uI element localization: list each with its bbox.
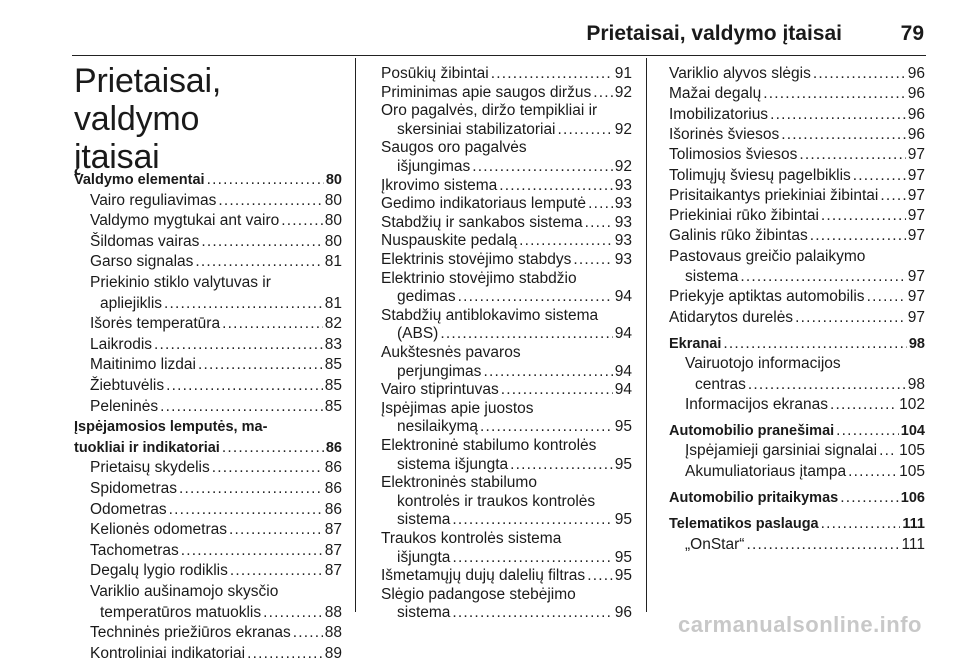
toc-entry-text: Saugos oro pagalvės (381, 139, 527, 157)
toc-entry-page: 80 (324, 191, 342, 209)
toc-entry-page: 88 (324, 603, 342, 621)
toc-column-1 (74, 169, 342, 662)
toc-entry-text: Vairuotojo informacijos (685, 355, 841, 373)
toc-entry (74, 375, 342, 397)
toc-entry-page: 85 (324, 397, 342, 415)
toc-entry-text: Šildomas vairas (90, 232, 200, 250)
toc-entry (74, 190, 342, 212)
toc-entry (669, 185, 925, 207)
toc-entry-text: Maitinimo lizdai (90, 356, 196, 374)
toc-leader-dots (293, 622, 323, 644)
toc-entry (669, 420, 925, 442)
toc-entry-text: sistema išjungta (397, 455, 509, 473)
toc-entry (669, 307, 925, 329)
toc-entry-text: Gedimo indikatoriaus lemputė (381, 195, 587, 213)
toc-entry (74, 560, 342, 582)
page-number: 79 (900, 22, 924, 45)
toc-entry-text: Vairo reguliavimas (90, 191, 217, 209)
toc-entry-text: Informacijos ekranas (685, 395, 829, 413)
toc-entry-page: 93 (614, 176, 632, 194)
toc-entry-text: Kontroliniai indikatoriai (90, 644, 246, 662)
toc-entry-text: centras (695, 375, 746, 393)
toc-entry (74, 169, 342, 191)
toc-entry-page: 97 (907, 166, 925, 184)
toc-entry (74, 231, 342, 253)
toc-entry-page: 95 (614, 567, 632, 585)
toc-entry (669, 353, 925, 375)
toc-entry (74, 272, 342, 294)
toc-leader-dots (169, 499, 323, 521)
toc-entry-page: 111 (902, 516, 925, 533)
toc-entry-text: Atidarytos durelės (669, 308, 794, 326)
toc-leader-dots (763, 83, 906, 105)
toc-entry (669, 83, 925, 105)
toc-entry-page: 85 (324, 356, 342, 374)
toc-entry-page: 93 (614, 232, 632, 250)
toc-entry-text: sistema (397, 604, 451, 622)
toc-entry-page: 82 (324, 315, 342, 333)
toc-entry-page: 94 (614, 381, 632, 399)
toc-entry-text: perjungimas (397, 362, 482, 380)
toc-entry-text: Laikrodis (90, 335, 153, 353)
toc-leader-dots (781, 124, 905, 146)
toc-entry-page: 94 (614, 362, 632, 380)
toc-entry (74, 622, 342, 644)
toc-entry-text: Valdymo mygtukai ant vairo (90, 212, 280, 230)
toc-entry-page: 96 (614, 604, 632, 622)
toc-entry-page: 95 (614, 511, 632, 529)
toc-entry-text: Prietaisų skydelis (90, 459, 210, 477)
toc-entry-text: Pastovaus greičio palaikymo (669, 247, 866, 265)
toc-entry (669, 487, 925, 509)
toc-entry-page: 104 (900, 423, 925, 440)
toc-entry (74, 519, 342, 541)
toc-entry-page: 92 (614, 83, 632, 101)
toc-entry-page: 88 (324, 624, 342, 642)
toc-entry-text: Techninės priežiūros ekranas (90, 624, 291, 642)
toc-entry-text: tuokliai ir indikatoriai (74, 439, 220, 456)
toc-leader-dots (880, 185, 905, 207)
header-rule (72, 55, 926, 56)
toc-entry-text: Įspėjamosios lemputės, ma- (74, 419, 268, 436)
toc-entry-page: 97 (907, 308, 925, 326)
toc-entry-page: 92 (614, 120, 632, 138)
toc-entry-text: Kelionės odometras (90, 521, 227, 539)
toc-entry-page: 86 (324, 480, 342, 497)
toc-entry-text: apliejiklis (100, 294, 163, 312)
toc-entry-page: 111 (901, 535, 925, 553)
toc-entry-page: 86 (324, 459, 342, 477)
toc-leader-dots (222, 437, 324, 459)
toc-entry-page: 94 (614, 325, 632, 343)
toc-entry-text: Išorės temperatūra (90, 315, 221, 333)
toc-entry-text: Garso signalas (90, 253, 194, 271)
toc-leader-dots (230, 560, 323, 582)
toc-entry (74, 540, 342, 562)
toc-entry (669, 144, 925, 166)
toc-entry-page: 86 (324, 500, 342, 518)
toc-entry-page: 80 (324, 232, 342, 250)
toc-entry-page: 95 (614, 418, 632, 436)
toc-entry-page: 87 (324, 541, 342, 559)
toc-leader-dots (795, 307, 906, 329)
chapter-title-line-1: Prietaisai, valdymo (74, 62, 222, 138)
toc-entry-page: 81 (324, 253, 342, 271)
toc-entry-page: 83 (324, 335, 342, 353)
toc-entry-page: 97 (907, 146, 925, 164)
toc-entry-text: (ABS) (397, 325, 439, 343)
toc-entry-text: Išmetamųjų dujų dalelių filtras (381, 567, 586, 585)
toc-entry (74, 602, 342, 624)
toc-leader-dots (181, 540, 323, 562)
toc-entry-page: 97 (907, 288, 925, 306)
toc-entry-text: Priekiniai rūko žibintai (669, 207, 819, 225)
toc-entry-text: sistema (685, 268, 739, 285)
toc-entry (669, 333, 925, 355)
toc-entry-text: Elektrinio stovėjimo stabdžio (381, 269, 577, 287)
toc-entry-text: Automobilio pritaikymas (669, 490, 839, 506)
toc-leader-dots (160, 396, 323, 418)
running-title: Prietaisai, valdymo įtaisai (586, 22, 842, 45)
toc-entry-text: Akumuliatoriaus įtampa (685, 462, 847, 480)
toc-entry (669, 104, 925, 126)
toc-entry-text: Automobilio pranešimai (669, 423, 835, 440)
toc-entry-text: Priminimas apie saugos diržus (381, 83, 592, 101)
toc-entry-text: Tachometras (90, 541, 179, 559)
toc-entry-text: Degalų lygio rodiklis (90, 562, 228, 580)
toc-leader-dots (848, 461, 897, 483)
chapter-title-line-2: įtaisai (74, 138, 160, 176)
toc-entry-text: Ekranai (669, 335, 722, 352)
toc-entry-text: „OnStar“ (685, 535, 745, 553)
toc-leader-dots (740, 266, 905, 288)
toc-leader-dots (746, 534, 899, 556)
toc-entry (669, 286, 925, 308)
toc-column-2 (381, 63, 632, 623)
toc-entry (381, 602, 632, 624)
toc-entry (74, 643, 342, 665)
toc-entry (74, 396, 342, 418)
toc-entry-page: 81 (324, 294, 342, 312)
toc-entry (669, 205, 925, 227)
toc-entry-page: 85 (324, 377, 342, 394)
toc-leader-dots (222, 313, 323, 335)
toc-leader-dots (247, 643, 323, 665)
toc-entry-page: 97 (907, 186, 925, 204)
toc-entry (74, 416, 342, 438)
toc-leader-dots (154, 334, 323, 356)
toc-leader-dots (853, 165, 906, 187)
toc-entry (669, 63, 925, 85)
toc-entry-page: 98 (907, 375, 925, 393)
toc-entry (74, 293, 342, 315)
toc-leader-dots (821, 513, 901, 535)
toc-leader-dots (879, 440, 897, 462)
toc-entry-text: Elektrinis stovėjimo stabdys (381, 251, 572, 268)
toc-entry (74, 478, 342, 500)
toc-entry-page: 96 (907, 105, 925, 123)
toc-entry-page: 89 (324, 644, 342, 662)
toc-entry (669, 165, 925, 187)
toc-entry-text: Stabdžių antiblokavimo sistema (381, 306, 599, 324)
toc-entry-page: 93 (614, 195, 632, 213)
toc-entry-page: 97 (907, 227, 925, 245)
toc-entry-text: Variklio aušinamojo skysčio (90, 583, 279, 600)
toc-leader-dots (263, 602, 323, 624)
toc-entry (74, 334, 342, 356)
toc-entry (669, 513, 925, 535)
toc-entry-page: 80 (324, 212, 342, 230)
toc-entry-page: 105 (899, 442, 925, 460)
toc-entry-page: 91 (614, 65, 632, 82)
toc-entry-text: Stabdžių ir sankabos sistema (381, 213, 583, 231)
toc-entry-page: 87 (324, 521, 342, 539)
toc-leader-dots (840, 487, 899, 509)
toc-entry-page: 98 (908, 335, 925, 352)
toc-entry (669, 225, 925, 247)
toc-leader-dots (836, 420, 899, 442)
toc-leader-dots (770, 104, 906, 126)
toc-leader-dots (821, 205, 906, 227)
toc-entry-text: sistema (397, 511, 451, 529)
column-divider-1 (355, 58, 356, 612)
toc-leader-dots (281, 210, 323, 232)
toc-entry-text: Valdymo elementai (74, 172, 205, 188)
toc-leader-dots (164, 293, 323, 315)
toc-entry-text: išjungta (397, 548, 451, 566)
toc-entry-page: 92 (614, 158, 632, 175)
column-divider-2 (646, 58, 647, 612)
toc-entry-text: Nuspauskite pedalą (381, 232, 518, 250)
toc-entry-page: 96 (907, 125, 925, 143)
toc-entry-page: 95 (614, 548, 632, 566)
toc-entry-text: Žiebtuvėlis (90, 377, 165, 394)
toc-entry-text: Traukos kontrolės sistema (381, 530, 562, 547)
toc-entry-text: kontrolės ir traukos kontrolės (397, 492, 596, 510)
toc-entry-page: 80 (325, 172, 342, 188)
toc-entry-text: temperatūros matuoklis (100, 603, 262, 621)
toc-entry-text: Telematikos paslauga (669, 516, 819, 533)
toc-entry (74, 457, 342, 479)
toc-entry-text: Priekyje aptiktas automobilis (669, 288, 865, 306)
toc-entry-page: 97 (907, 268, 925, 285)
toc-leader-dots (179, 478, 323, 500)
toc-entry-text: Imobilizatorius (669, 105, 769, 123)
toc-entry-page: 97 (907, 207, 925, 225)
toc-entry-text: Mažai degalų (669, 85, 762, 103)
toc-leader-dots (748, 374, 906, 396)
toc-entry-page: 93 (614, 213, 632, 231)
toc-leader-dots (166, 375, 323, 397)
toc-entry (669, 440, 925, 462)
toc-leader-dots (723, 333, 906, 355)
toc-leader-dots (830, 394, 897, 416)
toc-entry-text: Išorinės šviesos (669, 125, 780, 143)
toc-entry-page: 86 (325, 439, 342, 456)
toc-entry-page: 96 (907, 85, 925, 103)
toc-leader-dots (452, 602, 612, 624)
toc-entry (669, 394, 925, 416)
toc-entry (74, 437, 342, 459)
toc-leader-dots (218, 190, 322, 212)
toc-entry-text: Posūkių žibintai (381, 65, 489, 82)
toc-entry-text: Odometras (90, 500, 167, 518)
toc-entry-text: Slėgio padangose stebėjimo (381, 585, 576, 603)
toc-entry-page: 95 (614, 455, 632, 473)
toc-entry (74, 581, 342, 603)
toc-entry-text: Aukštesnės pavaros (381, 344, 521, 361)
toc-entry-text: Elektroninės stabilumo (381, 474, 537, 492)
toc-entry-text: gedimas (397, 288, 456, 306)
toc-entry (669, 124, 925, 146)
toc-leader-dots (813, 63, 906, 85)
toc-entry-page: 102 (899, 395, 925, 413)
toc-entry-page: 87 (324, 562, 342, 580)
toc-entry-text: Elektroninė stabilumo kontrolės (381, 437, 597, 454)
toc-entry-text: skersiniai stabilizatoriai (397, 120, 556, 138)
toc-entry-page: 93 (614, 251, 632, 268)
toc-entry (669, 534, 925, 556)
toc-entry (74, 251, 342, 273)
toc-entry-text: Oro pagalvės, diržo tempikliai ir (381, 102, 598, 120)
toc-entry-text: Vairo stiprintuvas (381, 381, 499, 399)
toc-entry-text: Variklio alyvos slėgis (669, 65, 811, 82)
toc-leader-dots (195, 251, 322, 273)
chapter-title (74, 62, 350, 176)
toc-entry (669, 461, 925, 483)
toc-entry-text: Galinis rūko žibintas (669, 227, 808, 245)
toc-column-3 (669, 63, 925, 623)
toc-entry (74, 499, 342, 521)
toc-entry-page: 96 (907, 65, 925, 82)
toc-entry-text: Priekinio stiklo valytuvas ir (90, 274, 271, 291)
toc-entry-text: Įspėjamieji garsiniai signalai (685, 442, 878, 460)
toc-entry-text: išjungimas (397, 158, 471, 175)
toc-entry-text: Tolimosios šviesos (669, 146, 798, 164)
toc-leader-dots (229, 519, 323, 541)
toc-leader-dots (207, 169, 324, 191)
toc-leader-dots (201, 231, 322, 253)
toc-entry-text: Peleninės (90, 397, 159, 415)
toc-entry (669, 246, 925, 268)
page-header (72, 0, 926, 58)
toc-entry (74, 210, 342, 232)
toc-leader-dots (198, 354, 323, 376)
toc-leader-dots (799, 144, 905, 166)
toc-entry (669, 266, 925, 288)
toc-entry-page: 105 (899, 462, 925, 480)
toc-entry-text: Spidometras (90, 480, 178, 497)
toc-entry (74, 354, 342, 376)
toc-leader-dots (810, 225, 906, 247)
toc-leader-dots (867, 286, 906, 308)
toc-entry-text: Prisitaikantys priekiniai žibintai (669, 186, 879, 204)
watermark: carmanualsonline.info (678, 612, 922, 637)
toc-entry-text: Tolimųjų šviesų pagelbiklis (669, 166, 851, 184)
toc-entry-page: 106 (900, 490, 925, 506)
toc-leader-dots (212, 457, 323, 479)
toc-entry-text: Įkrovimo sistema (381, 176, 498, 194)
toc-entry (74, 313, 342, 335)
toc-entry-page: 94 (614, 288, 632, 306)
toc-entry-text: Įspėjimas apie juostos (381, 399, 534, 417)
toc-entry (669, 374, 925, 396)
toc-entry-text: nesilaikymą (397, 418, 478, 436)
